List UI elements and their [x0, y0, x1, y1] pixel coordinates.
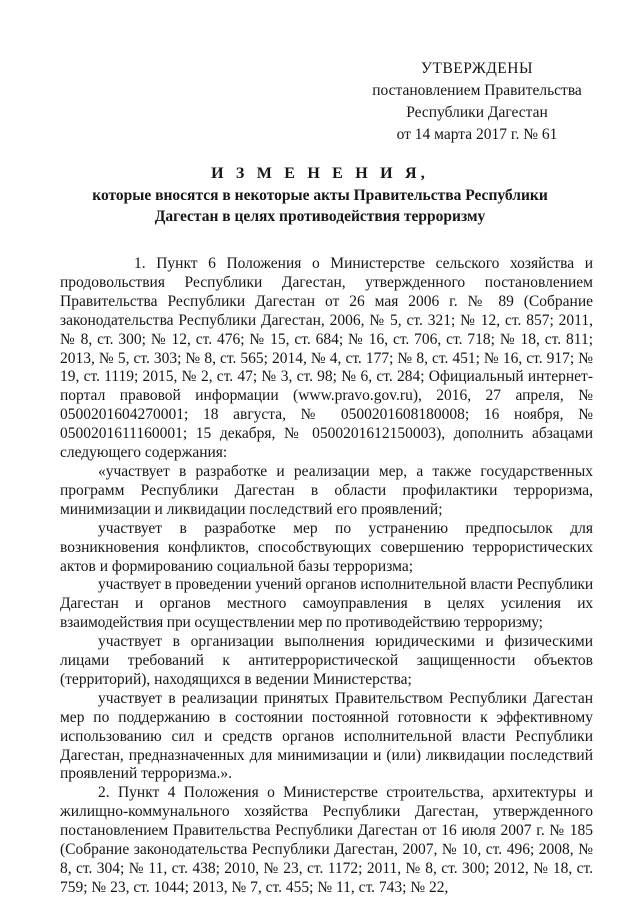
paragraph-quote-4: участвует в организации выполнения юридическими и физическими лицами требований к антитеррористической защищенности объектов (территорий), находящихся в ведении Министерства;: [60, 633, 593, 688]
document-subtitle-line-1: которые вносятся в некоторые акты Правительства Республики: [92, 187, 548, 204]
document-subtitle-line-2: Дагестан в целях противодействия терроризму: [154, 208, 486, 225]
paragraph-item-1: 1. Пункт 6 Положения о Министерстве сельского хозяйства и продовольствия Республики Дагестан, утвержденного постановлением Правительства Республики Дагестан от 26 мая 2006 г. № 89 (Собрание законодательства Республики Дагестан, 2006, № 5, ст. 321; № 12, ст. 857; 2011, № 8, ст. 300; № 12, ст. 476; № 15, ст. 684; № 16, ст. 706, ст. 718; № 18, ст. 811; 2013, № 5, ст. 303; № 8, ст. 565; 2014, № 4, ст. 177; № 8, ст. 451; № 16, ст. 917; № 19, ст. 1119; 2015, № 2, ст. 47; № 3, ст. 98; № 6, ст. 284; Официальный интернет-портал правовой информации (www.pravo.gov.ru), 2016, 27 апреля, № 0500201604270001; 18 августа, № 0500201608180008; 16 ноября, № 0500201611160001; 15 декабря, № 0500201612150003), дополнить абзацами следующего содержания:: [60, 255, 593, 462]
paragraph-item-2: 2. Пункт 4 Положения о Министерстве строительства, архитектуры и жилищно-коммунального хозяйства Республики Дагестан, утвержденного постановлением Правительства Республики Дагестан от 16 июля 2007 г. № 185 (Собрание законодательства Республики Дагестан, 2007, № 10, ст. 496; 2008, № 8, ст. 304; № 11, ст. 438; 2010, № 23, ст. 1172; 2011, № 8, ст. 300; 2012, № 18, ст. 759; № 23, ст. 1044; 2013, № 7, ст. 455; № 11, ст. 743; № 22,: [60, 784, 593, 896]
document-title: И З М Е Н Е Н И Я,: [211, 165, 429, 182]
approval-line-2: Республики Дагестан: [406, 104, 548, 121]
paragraph-quote-3: участвует в проведении учений органов исполнительной власти Республики Дагестан и органов местного самоуправления в целях усиления их взаимодействия при осуществлении мер по противодействию терроризму;: [60, 576, 593, 632]
approval-line-3: от 14 марта 2017 г. № 61: [396, 126, 558, 143]
approval-line-1: постановлением Правительства: [372, 82, 582, 99]
paragraph-quote-1: «участвует в разработке и реализации мер, а также государственных программ Республики Дагестан в области профилактики терроризма, минимизации и ликвидации последствий его проявлений;: [60, 462, 593, 518]
paragraph-quote-2: участвует в разработке мер по устранению предпосылок для возникновения конфликтов, способствующих совершению террористических актов и формированию социальной базы терроризма;: [60, 519, 593, 575]
approval-stamp: [368, 58, 586, 146]
document-body: [60, 255, 593, 898]
approval-title: УТВЕРЖДЕНЫ: [421, 60, 533, 77]
document-heading: [60, 163, 580, 227]
paragraph-quote-5: участвует в реализации принятых Правительством Республики Дагестан мер по поддержанию в состоянии постоянной готовности к эффективному использованию сил и средств органов исполнительной власти Республики Дагестан, предназначенных для минимизации и (или) ликвидации последствий проявлений терроризма.».: [60, 689, 593, 783]
